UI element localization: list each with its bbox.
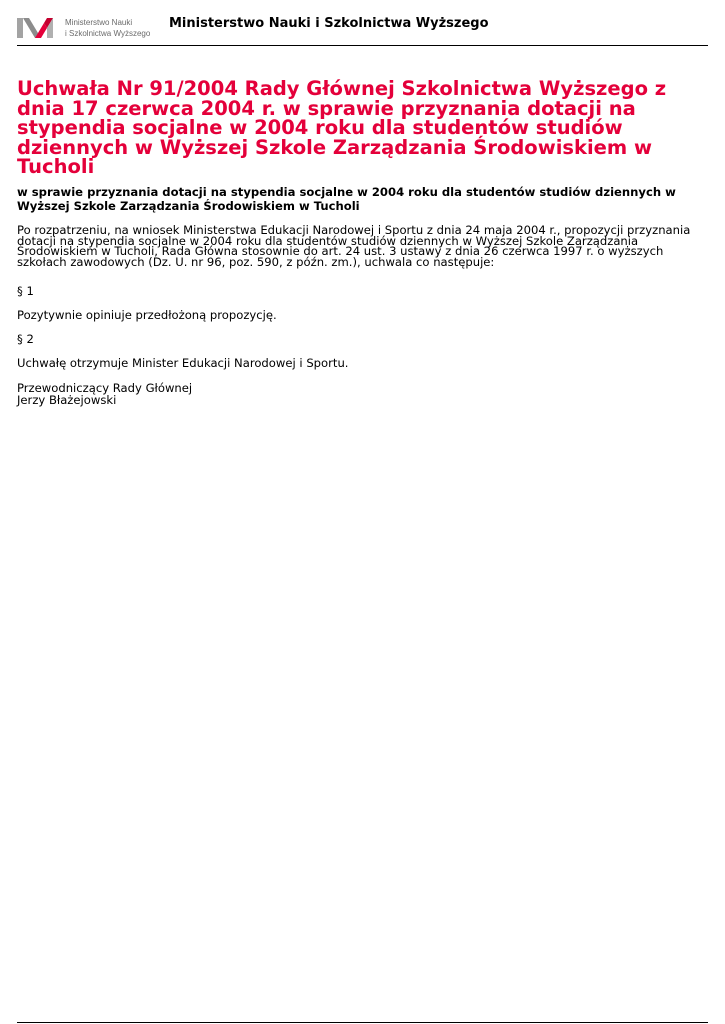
page-header — [17, 12, 708, 46]
section-1-label: § 1 — [17, 284, 34, 298]
footer-divider — [17, 1022, 708, 1023]
intro-paragraph: Po rozpatrzeniu, na wniosek Ministerstwa Edukacji Narodowej i Sportu z dnia 24 maja 2004 r., propozycji przyznania dotacji na stypendia socjalne w 2004 roku dla studentów studiów dziennych w Wyższej Szkole Zarządzania Środowiskiem w Tucholi, Rada Główna stosownie do art. 24 ust. 3 ustawy z dnia 26 czerwca 1997 r. o wyższych szkołach zawodowych (Dz. U. nr 96, poz. 590, z późn. zm.), uchwala co następuje: — [17, 223, 691, 269]
site-title: Ministerstwo Nauki i Szkolnictwa Wyższego — [169, 16, 489, 31]
signature-name: Jerzy Błażejowski — [17, 393, 117, 407]
section-2-label: § 2 — [17, 332, 34, 346]
ministry-logo[interactable] — [17, 16, 157, 40]
document-title: Uchwała Nr 91/2004 Rady Głównej Szkolnictwa Wyższego z dnia 17 czerwca 2004 r. w sprawie przyznania dotacji na stypendia socjalne w 2004 roku dla studentów studiów dziennych w Wyższej Szkole Zarządzania Środowiskiem w Tucholi — [17, 77, 667, 178]
section-2-text: Uchwałę otrzymuje Minister Edukacji Narodowej i Sportu. — [17, 356, 349, 370]
ministry-logo-icon — [17, 18, 53, 38]
signature-role: Przewodniczący Rady Głównej — [17, 381, 193, 395]
logo-text — [65, 17, 150, 39]
section-1-text: Pozytywnie opiniuje przedłożoną propozycję. — [17, 308, 277, 322]
logo-line-2: i Szkolnictwa Wyższego — [65, 29, 151, 38]
document-subtitle: w sprawie przyznania dotacji na stypendia socjalne w 2004 roku dla studentów studiów dziennych w Wyższej Szkole Zarządzania Środowiskiem w Tucholi — [17, 185, 676, 213]
logo-line-1: Ministerstwo Nauki — [65, 18, 133, 27]
